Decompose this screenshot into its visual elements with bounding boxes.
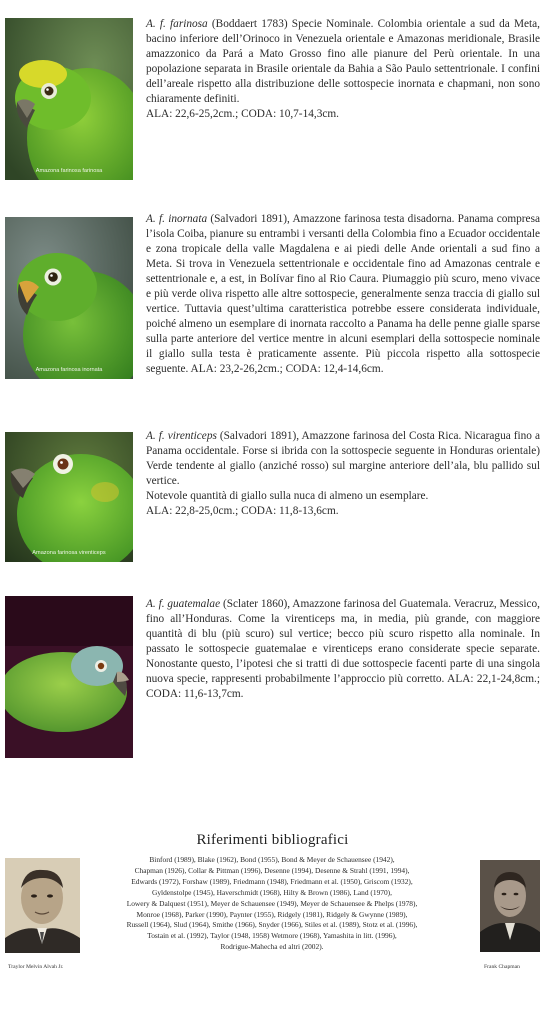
parrot-photo-guatemalae: [5, 596, 133, 758]
photo-caption: Amazona farinosa inornata: [35, 367, 103, 373]
reference-line: Gyldenstolpe (1945), Haverschmidt (1968), Hilty & Brown (1986), Land (1970),: [152, 887, 392, 897]
photo-caption: Amazona farinosa farinosa: [35, 168, 103, 174]
references-title: Riferimenti bibliografici: [196, 832, 349, 848]
measurements: ALA: 22,8-25,0cm.; CODA: 11,8-13,6cm.: [146, 505, 339, 517]
taxon-name: A. f. guatemalae: [146, 598, 221, 610]
parrot-photo-farinosa: [5, 18, 133, 180]
entry-body: (Salvadori 1891), Amazzone farinosa del Costa Rica. Nicaragua fino a Panama occidentale. Forse si ibrida con la sottospecie seguente in Honduras orientale) Verde tendente al giallo (anziché rosso) sul margine anteriore dell’ala, blu pallido sul vertice.: [146, 430, 540, 487]
taxon-name: A. f. farinosa: [146, 18, 208, 30]
entry-body: (Sclater 1860), Amazzone farinosa del Guatemala. Veracruz, Messico, fino all’Honduras. Come la virenticeps ma, in media, più grande, con maggiore quantità di blu (più scuro) sul vertice; becco più scuro rispetto alla nominale. In passato le sottospecie guatemalae e virenticeps erano considerate specie separate. Nonostante questo, l’ipotesi che si tratti di due sottospecie facenti parte di una singola nuova specie, rappresenti probabilmente l’approccio più corretto. ALA: 22,1-24,8cm.; CODA: 11,6-13,7cm.: [146, 598, 540, 700]
references-list: [89, 855, 455, 953]
reference-line: Monroe (1968), Parker (1990), Paynter (1955), Ridgely (1981), Ridgely & Gwynne (1989),: [136, 909, 408, 919]
entry-text: [146, 17, 540, 122]
reference-line: Lowery & Dalquest (1951), Meyer de Schauensee (1949), Meyer de Schauensee & Phelps (1978),: [126, 898, 418, 908]
portrait-caption-left: Traylor Melvin Alvah Jr.: [8, 964, 64, 970]
reference-line: Binford (1989), Blake (1962), Bond (1955), Bond & Meyer de Schauensee (1942),: [149, 855, 395, 864]
entry-text: [146, 429, 540, 519]
entry-body: (Boddaert 1783) Specie Nominale. Colombia orientale a sud da Meta, bacino inferiore dell’Orinoco in Venezuela orientale e Amazonas meridionale, Brasile amazzonico da Pará a Mato Grosso fino alle pianure del Perù orientale. In una popolazione separata in Brasile orientale da Bahia a São Paulo settentrionale. I confini dell’areale rispetto alla distribuzione delle sottospecie inornata e chapmani, non sono chiaramente definiti.: [146, 18, 541, 105]
entry-body: (Salvadori 1891), Amazzone farinosa testa disadorna. Panama compresa l’isola Coiba, pianure su entrambi i versanti della Colombia fino a Ecuador occidentale e zona tropicale della valle Magdalena e ai piedi delle Ande orientali a sud fino a Meta. Si trova in Venezuela settentrionale e occidentale fino ad Amazonas centrale e settentrionale e, a est, in Bolívar fino al Rio Caura. Piumaggio più scuro, meno vivace e più verde oliva rispetto alle altre sottospecie, generalmente senza traccia di giallo sul vertice. Tuttavia quest’ultima caratteristica potrebbe essere considerata individuale, poiché almeno un esemplare di inornata raccolto a Panama ha delle penne gialle sparse sulla parte anteriore del vertice mentre in alcuni esemplari della sottospecie nominale il giallo sulla testa è praticamente assente. Più piccola rispetto alla sottospecie seguente. ALA: 23,2-26,2cm.; CODA: 12,4-14,6cm.: [146, 213, 540, 375]
portrait-chapman: [480, 860, 540, 952]
entry-note: Notevole quantità di giallo sulla nuca di almeno un esemplare.: [146, 490, 429, 502]
taxon-name: A. f. virenticeps: [146, 430, 217, 442]
entry-text: [146, 597, 540, 702]
parrot-photo-virenticeps: [5, 432, 133, 562]
entry-text-top: [146, 212, 540, 377]
measurements: ALA: 22,6-25,2cm.; CODA: 10,7-14,3cm.: [146, 108, 339, 120]
reference-line: Edwards (1972), Forshaw (1989), Friedmann (1948), Friedmann et al. (1950), Griscom (1932),: [131, 876, 413, 886]
parrot-photo-inornata: [5, 217, 133, 379]
taxon-name: A. f. inornata: [146, 213, 208, 225]
photo-caption: Amazona farinosa virenticeps: [32, 550, 106, 556]
reference-line: Chapman (1926), Collar & Pittman (1996), Desenne (1994), Desenne & Strahl (1991, 1994),: [134, 865, 410, 875]
portrait-traylor: [5, 858, 80, 953]
reference-line: Russell (1964), Slud (1964), Smithe (1966), Snyder (1966), Stiles et al. (1989), Stotz et al. (1996),: [126, 920, 418, 930]
reference-line: Rodrigue-Mahecha ed altri (2002).: [220, 942, 324, 952]
reference-line: Tostain et al. (1992), Taylor (1948, 1958) Wetmore (1968), Yamashita in litt. (1996),: [147, 931, 397, 941]
portrait-caption-right: Frank Chapman: [484, 964, 520, 970]
